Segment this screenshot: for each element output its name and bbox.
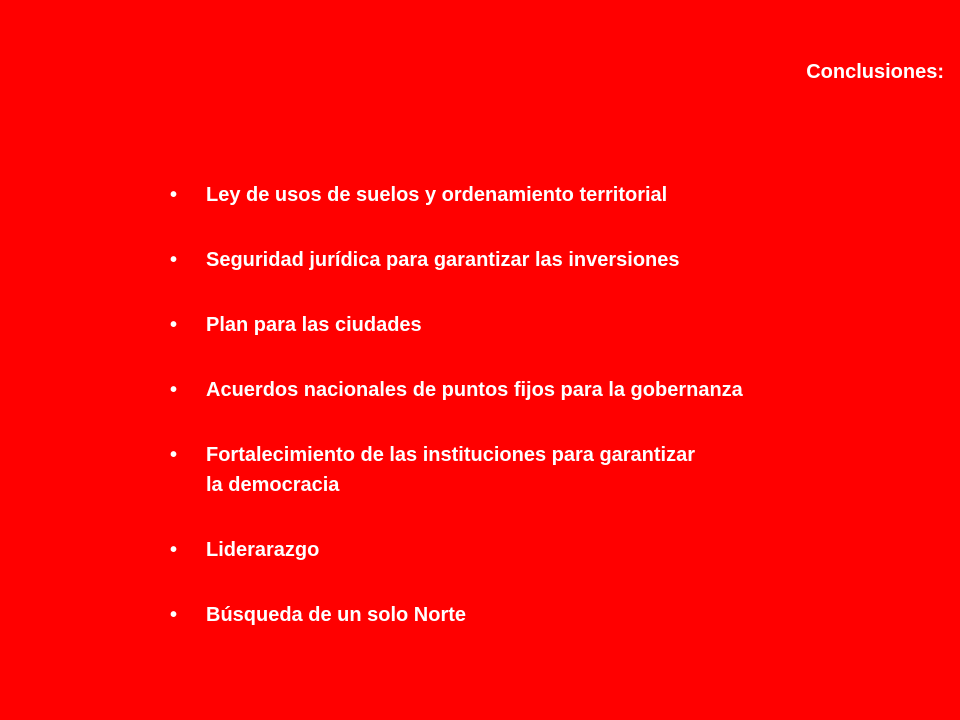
list-item xyxy=(170,375,950,405)
list-item-text: Ley de usos de suelos y ordenamiento territorial xyxy=(206,184,668,206)
slide-title: Conclusiones: xyxy=(806,61,944,83)
conclusions-list xyxy=(170,180,950,665)
list-item-text: Seguridad jurídica para garantizar las inversiones xyxy=(206,249,680,271)
list-item-text-continuation: la democracia xyxy=(206,474,340,496)
bullet-icon: • xyxy=(170,184,178,206)
list-item xyxy=(170,310,950,340)
list-item xyxy=(170,440,950,500)
bullet-icon: • xyxy=(170,444,178,466)
bullet-icon: • xyxy=(170,314,178,336)
bullet-icon: • xyxy=(170,249,178,271)
list-item xyxy=(170,245,950,275)
list-item xyxy=(170,535,950,565)
bullet-icon: • xyxy=(170,539,178,561)
bullet-icon: • xyxy=(170,379,178,401)
list-item-text: Acuerdos nacionales de puntos fijos para la gobernanza xyxy=(206,379,743,401)
list-item-text: Plan para las ciudades xyxy=(206,314,422,336)
list-item-text: Búsqueda de un solo Norte xyxy=(206,604,467,626)
list-item-text: Liderarazgo xyxy=(206,539,320,561)
list-item-text: Fortalecimiento de las instituciones para garantizar xyxy=(206,444,696,466)
bullet-icon: • xyxy=(170,604,178,626)
list-item xyxy=(170,600,950,630)
list-item xyxy=(170,180,950,210)
